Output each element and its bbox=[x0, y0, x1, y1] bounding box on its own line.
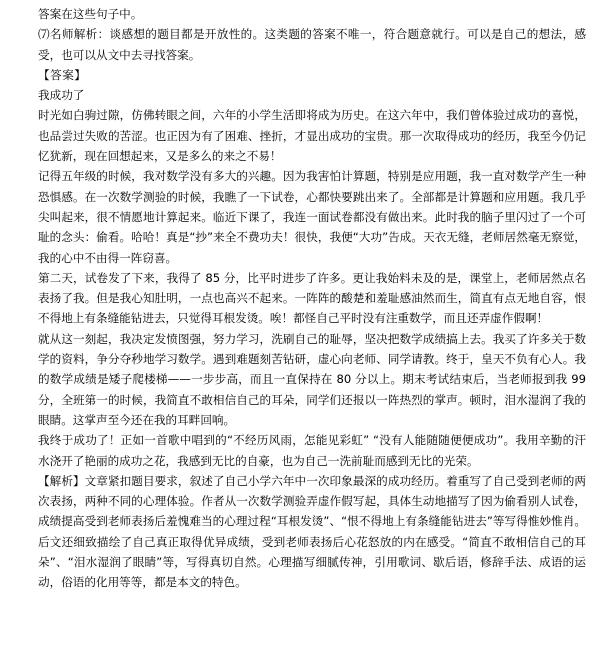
answer-heading: 【答案】 bbox=[38, 67, 87, 82]
document-page bbox=[38, 4, 586, 593]
essay-paragraph-1: 时光如白驹过隙，仿佛转眼之间，六年的小学生活即将成为历史。在这六年中，我们曾体验过成功的喜悦，也品尝过失败的苦涩。也正因为有了困难、挫折，才显出成功的宝贵。那一次取得成功的经历，我至今仍记忆犹新，现在回想起来，又是多么的来之不易！ bbox=[38, 108, 586, 164]
essay-paragraph-2: 记得五年级的时候，我对数学没有多大的兴趣。因为我害怕计算题，特别是应用题，我一直对数学产生一种恐惧感。在一次数学测验的时候，我瞧了一下试卷，心都快要跳出来了。全部都是计算题和应用题。我几乎尖叫起来，很不情愿地计算起来。临近下课了，我连一面试卷都没有做出来。此时我的脑子里闪过了一个可耻的念头：偷看。哈哈！真是“抄”来全不费功夫！很快，我便“大功”告成。天衣无缝，老师居然毫无察觉，我的心中不由得一阵窃喜。 bbox=[38, 169, 586, 265]
analysis-paragraph: 【解析】文章紧扣题目要求，叙述了自己小学六年中一次印象最深的成功经历。着重写了自己受到老师的两次表扬，两种不同的心理体验。作者从一次数学测验弄虚作假写起，具体生动地描写了因为偷看别人试卷，成绩提高受到老师表扬后羞愧难当的心理过程“耳根发烫”、“恨不得地上有条缝能钻进去”等写得惟妙惟肖。后文还细致描绘了自己真正取得优异成绩，受到老师表扬后心花怒放的内在感受。“简直不敢相信自己的耳朵”、“泪水湿润了眼睛”等，写得真切自然。心理描写细腻传神，引用歌词、歇后语，修辞手法、成语的运动，俗语的化用等等，都是本文的特色。 bbox=[38, 473, 586, 590]
essay-paragraph-4: 就从这一刻起，我决定发愤图强，努力学习，洗刷自己的耻辱，坚决把数学成绩搞上去。我买了许多关于数学的资料，争分夺秒地学习数学。遇到难题刻苦钻研，虚心向老师、同学请教。终于，皇天不负有心人。我的数学成绩是矮子爬楼梯——一步步高，而且一直保持在 80 分以上。期末考试结束后，当老师报到我 99 分，全班第一的时候，我简直不敢相信自己的耳朵，同学们还报以一阵热烈的掌声。顿时，泪水湿润了我的眼睛。这掌声至今还在我的耳畔回响。 bbox=[38, 331, 586, 427]
teacher-analysis: ⑺名师解析：谈感想的题目都是开放性的。这类题的答案不唯一，符合题意就行。可以是自己的想法，感受，也可以从文中去寻找答案。 bbox=[38, 27, 586, 62]
essay-title: 我成功了 bbox=[38, 88, 85, 103]
intro-line: 答案在这些句子中。 bbox=[38, 7, 143, 21]
essay-paragraph-3: 第二天，试卷发了下来，我得了 85 分，比平时进步了许多。更让我始料未及的是，课堂上，老师居然点名表扬了我。但是我心知肚明，一点也高兴不起来。一阵阵的酸楚和羞耻感油然而生，简直有点无地自容，恨不得地上有条缝能钻进去，只觉得耳根发烫。唉！都怪自己平时没有注重数学，而且还弄虚作假啊！ bbox=[38, 270, 586, 326]
essay-paragraph-5: 我终于成功了！正如一首歌中唱到的“不经历风雨，怎能见彩虹” “没有人能随随便便成功”。我用辛勤的汗水浇开了艳丽的成功之花，我感到无比的自豪，也为自己一洗前耻而感到无比的光荣。 bbox=[38, 433, 586, 468]
